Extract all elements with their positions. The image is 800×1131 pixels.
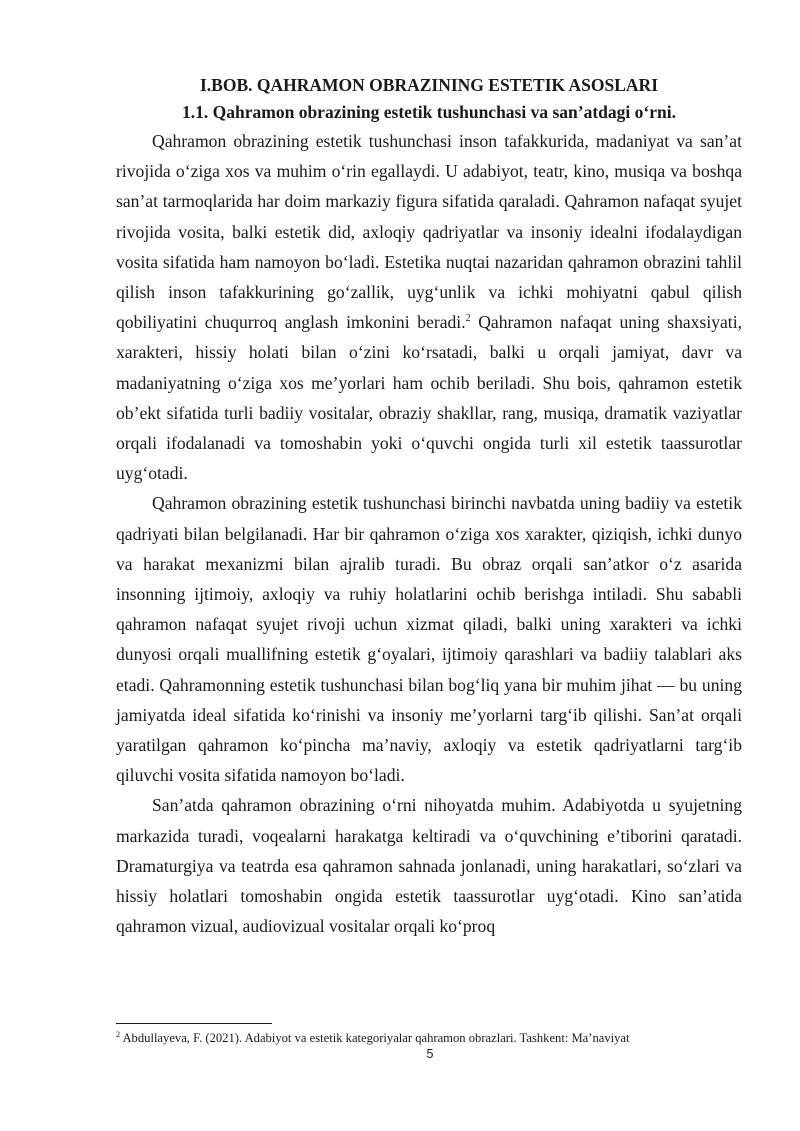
- footnote-number: 2: [116, 1029, 120, 1039]
- document-body: [116, 74, 742, 941]
- paragraph-1-text: Qahramon obrazining estetik tushunchasi inson tafakkurida, madaniyat va san’at rivojida o‘ziga xos va muhim o‘rin egallaydi. U adabiyot, teatr, kino, musiqa va boshqa san’at tarmoqlarida har doim markaziy figura sifatida qaraladi. Qahramon nafaqat syujet rivojida vosita, balki estetik did, axloqiy qadriyatlar va insoniy idealni ifodalaydigan vosita sifatida ham namoyon bo‘ladi. Estetika nuqtai nazaridan qahramon obrazini tahlil qilish inson tafakkurining go‘zallik, uyg‘unlik va ichki mohiyatni qabul qilish qobiliyatini chuqurroq anglash imkonini beradi.: [116, 131, 742, 333]
- page-number: 5: [426, 1047, 434, 1061]
- paragraph-2: Qahramon obrazining estetik tushunchasi birinchi navbatda uning badiiy va estetik qadriyati bilan belgilanadi. Har bir qahramon o‘ziga xos xarakter, qiziqish, ichki dunyo va harakat mexanizmi bilan ajralib turadi. Bu obraz orqali san’atkor o‘z asarida insonning ijtimoiy, axloqiy va ruhiy holatlarini ochib berishga intiladi. Shu sababli qahramon nafaqat syujet rivoji uchun xizmat qiladi, balki uning xarakteri va ichki dunyosi orqali muallifning estetik g‘oyalari, ijtimoiy qarashlari va badiiy talablari aks etadi. Qahramonning estetik tushunchasi bilan bog‘liq yana bir muhim jihat — bu uning jamiyatda ideal sifatida ko‘rinishi va insoniy me’yorlarni targ‘ib qilishi. San’at orqali yaratilgan qahramon ko‘pincha ma’naviy, axloqiy va estetik qadriyatlarni targ‘ib qiluvchi vosita sifatida namoyon bo‘ladi.: [116, 493, 742, 786]
- section-title: 1.1. Qahramon obrazining estetik tushunchasi va san’atdagi o‘rni.: [182, 102, 676, 122]
- footnote-separator: [116, 1023, 272, 1024]
- paragraph-1-text-continued: Qahramon nafaqat uning shaxsiyati, xarakteri, hissiy holati bilan o‘zini ko‘rsatadi, balki u orqali jamiyat, davr va madaniyatning o‘ziga xos me’yorlari ham ochib beriladi. Shu bois, qahramon estetik ob’ekt sifatida turli badiiy vositalar, obraziy shakllar, rang, musiqa, dramatik vaziyatlar orqali ifodalanadi va tomoshabin yoki o‘quvchi ongida turli xil estetik taassurotlar uyg‘otadi.: [116, 312, 742, 484]
- chapter-title: I.BOB. QAHRAMON OBRAZINING ESTETIK ASOSLARI: [199, 75, 659, 95]
- paragraph-3: San’atda qahramon obrazining o‘rni nihoyatda muhim. Adabiyotda u syujetning markazida turadi, voqealarni harakatga keltiradi va o‘quvchining e’tiborini qaratadi. Dramaturgiya va teatrda esa qahramon sahnada jonlanadi, uning harakatlari, so‘zlari va hissiy holatlari tomoshabin ongida estetik taassurotlar uyg‘otadi. Kino san’atida qahramon vizual, audiovizual vositalar orqali ko‘proq: [116, 795, 742, 937]
- footnote-reference[interactable]: 2: [465, 313, 471, 325]
- footnote-text: Abdullayeva, F. (2021). Adabiyot va estetik kategoriyalar qahramon obrazlari. Tashkent: Ma’naviyat: [120, 1031, 630, 1045]
- paragraph-1: [116, 126, 742, 488]
- footnote: [116, 1030, 756, 1046]
